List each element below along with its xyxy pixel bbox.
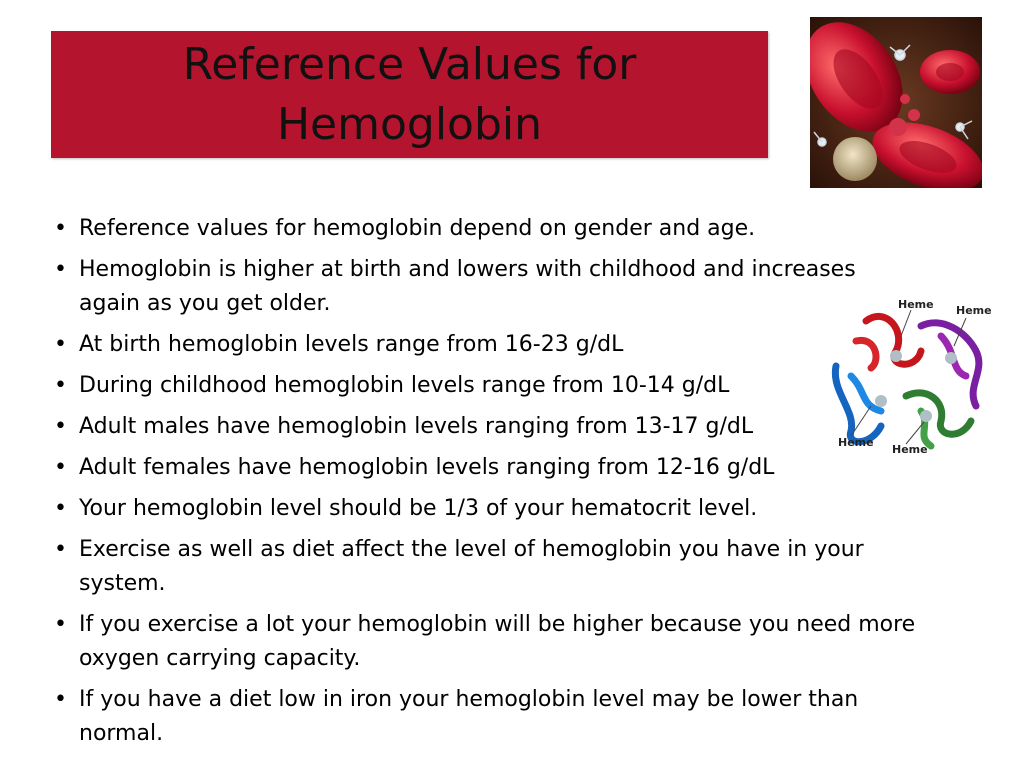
red-blood-cells-image <box>810 17 982 188</box>
list-item: • If you have a diet low in iron your hemoglobin level may be lower than normal. <box>54 687 859 746</box>
page-title: Reference Values for Hemoglobin <box>182 38 637 150</box>
heme-label-1: Heme <box>898 298 934 311</box>
list-item: • Your hemoglobin level should be 1/3 of your hematocrit level. <box>54 496 758 521</box>
heme-label-3: Heme <box>838 436 874 449</box>
list-item: • Hemoglobin is higher at birth and lowers with childhood and increases again as you get older. <box>54 257 856 316</box>
bullet-list <box>52 212 972 758</box>
list-item: • Exercise as well as diet affect the level of hemoglobin you have in your system. <box>54 537 864 596</box>
list-item: • If you exercise a lot your hemoglobin will be higher because you need more oxygen carrying capacity. <box>54 612 916 671</box>
heme-label-4: Heme <box>892 443 928 456</box>
list-item: • At birth hemoglobin levels range from 16-23 g/dL <box>54 332 624 357</box>
list-item: • Adult females have hemoglobin levels ranging from 12-16 g/dL <box>54 455 775 480</box>
list-item: • Reference values for hemoglobin depend on gender and age. <box>54 216 756 241</box>
list-item: • Adult males have hemoglobin levels ranging from 13-17 g/dL <box>54 414 754 439</box>
list-item: • During childhood hemoglobin levels range from 10-14 g/dL <box>54 373 730 398</box>
heme-label-2: Heme <box>956 304 992 317</box>
title-banner <box>51 31 768 158</box>
